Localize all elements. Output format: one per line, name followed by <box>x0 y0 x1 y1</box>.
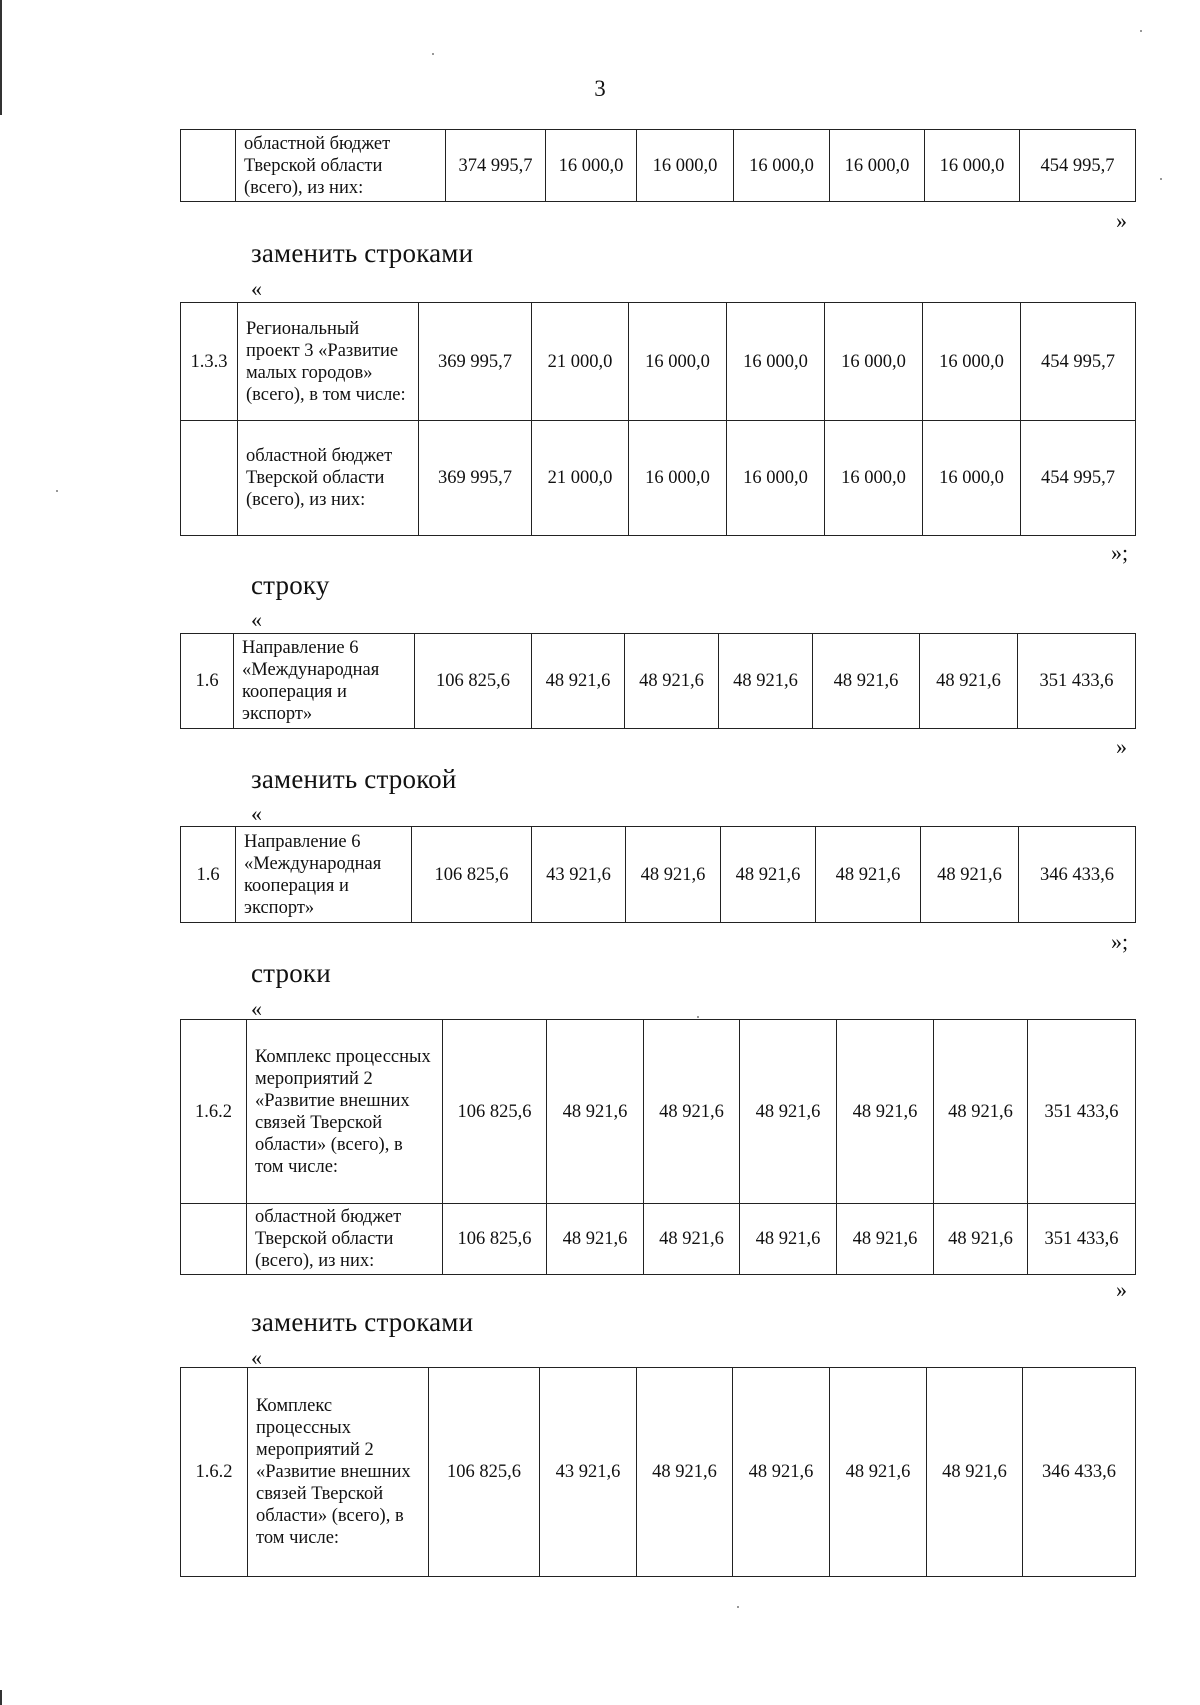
table-budget-old <box>180 129 1136 202</box>
value-cell: 48 921,6 <box>532 634 625 729</box>
value-cell: 106 825,6 <box>412 827 532 923</box>
table-direction-6-new <box>180 826 1136 923</box>
value-cell: 16 000,0 <box>923 303 1021 421</box>
table-row <box>181 1204 1136 1275</box>
row-code <box>181 130 236 202</box>
row-code: 1.6.2 <box>181 1020 247 1204</box>
instruction-phrase: строки <box>251 958 331 988</box>
row-name: Направление 6 «Международная кооперация и экспорт» <box>236 827 412 923</box>
value-cell: 48 921,6 <box>547 1204 644 1275</box>
row-code <box>181 421 238 536</box>
value-cell: 16 000,0 <box>546 130 637 202</box>
scan-speck <box>432 53 434 55</box>
value-cell: 16 000,0 <box>734 130 830 202</box>
value-cell: 48 921,6 <box>721 827 816 923</box>
value-cell: 43 921,6 <box>532 827 626 923</box>
value-cell: 48 921,6 <box>813 634 920 729</box>
table-row <box>181 130 1136 202</box>
value-cell: 48 921,6 <box>837 1020 934 1204</box>
row-name: Региональный проект 3 «Развитие малых городов» (всего), в том числе: <box>238 303 419 421</box>
row-code <box>181 1204 247 1275</box>
value-cell: 16 000,0 <box>629 421 727 536</box>
closing-quote: »; <box>1111 929 1129 954</box>
value-cell: 346 433,6 <box>1019 827 1136 923</box>
value-cell: 369 995,7 <box>419 303 532 421</box>
scan-edge-mark <box>0 1690 2 1705</box>
row-code: 1.6 <box>181 634 234 729</box>
value-cell: 351 433,6 <box>1028 1020 1136 1204</box>
value-cell: 48 921,6 <box>719 634 813 729</box>
scan-speck <box>1160 178 1162 180</box>
table-regional-project <box>180 302 1136 536</box>
row-name: областной бюджет Тверской области (всего), из них: <box>236 130 446 202</box>
table-row <box>181 1368 1136 1577</box>
opening-quote: « <box>251 276 262 301</box>
value-cell: 16 000,0 <box>825 421 923 536</box>
value-cell: 48 921,6 <box>934 1204 1028 1275</box>
table-direction-6-old <box>180 633 1136 729</box>
table-complex-2-old <box>180 1019 1136 1275</box>
opening-quote: « <box>251 607 262 632</box>
closing-quote: » <box>1116 208 1127 233</box>
value-cell: 454 995,7 <box>1020 130 1136 202</box>
value-cell: 16 000,0 <box>629 303 727 421</box>
row-name: Комплекс процессных мероприятий 2 «Развитие внешних связей Тверской области» (всего), в том числе: <box>247 1020 443 1204</box>
value-cell: 48 921,6 <box>644 1020 740 1204</box>
instruction-phrase: заменить строками <box>251 1307 474 1337</box>
opening-quote: « <box>251 801 262 826</box>
value-cell: 48 921,6 <box>547 1020 644 1204</box>
value-cell: 16 000,0 <box>830 130 925 202</box>
value-cell: 48 921,6 <box>625 634 719 729</box>
value-cell: 48 921,6 <box>816 827 921 923</box>
value-cell: 48 921,6 <box>740 1204 837 1275</box>
row-code: 1.3.3 <box>181 303 238 421</box>
value-cell: 43 921,6 <box>540 1368 637 1577</box>
value-cell: 454 995,7 <box>1021 303 1136 421</box>
closing-quote: » <box>1116 734 1127 759</box>
row-name: Комплекс процессных мероприятий 2 «Развитие внешних связей Тверской области» (всего), в том числе: <box>248 1368 429 1577</box>
value-cell: 106 825,6 <box>429 1368 540 1577</box>
value-cell: 48 921,6 <box>644 1204 740 1275</box>
value-cell: 48 921,6 <box>830 1368 927 1577</box>
closing-quote: »; <box>1111 540 1129 565</box>
value-cell: 16 000,0 <box>825 303 923 421</box>
value-cell: 48 921,6 <box>921 827 1019 923</box>
value-cell: 16 000,0 <box>925 130 1020 202</box>
table-row <box>181 421 1136 536</box>
instruction-phrase: строку <box>251 570 330 600</box>
value-cell: 346 433,6 <box>1023 1368 1136 1577</box>
value-cell: 16 000,0 <box>727 303 825 421</box>
closing-quote: » <box>1116 1277 1127 1302</box>
value-cell: 48 921,6 <box>637 1368 733 1577</box>
value-cell: 106 825,6 <box>443 1020 547 1204</box>
value-cell: 21 000,0 <box>532 303 629 421</box>
value-cell: 369 995,7 <box>419 421 532 536</box>
value-cell: 48 921,6 <box>740 1020 837 1204</box>
row-code: 1.6 <box>181 827 236 923</box>
table-row <box>181 303 1136 421</box>
opening-quote: « <box>251 996 262 1021</box>
value-cell: 351 433,6 <box>1018 634 1136 729</box>
value-cell: 106 825,6 <box>443 1204 547 1275</box>
value-cell: 48 921,6 <box>837 1204 934 1275</box>
value-cell: 48 921,6 <box>733 1368 830 1577</box>
table-row <box>181 827 1136 923</box>
table-row <box>181 1020 1136 1204</box>
scan-speck <box>1140 30 1142 32</box>
page-number: 3 <box>594 76 606 101</box>
table-complex-2-new <box>180 1367 1136 1577</box>
scan-speck <box>737 1606 739 1608</box>
value-cell: 16 000,0 <box>637 130 734 202</box>
value-cell: 48 921,6 <box>934 1020 1028 1204</box>
opening-quote: « <box>251 1345 262 1370</box>
row-name: областной бюджет Тверской области (всего), из них: <box>247 1204 443 1275</box>
value-cell: 48 921,6 <box>927 1368 1023 1577</box>
value-cell: 48 921,6 <box>920 634 1018 729</box>
value-cell: 351 433,6 <box>1028 1204 1136 1275</box>
scan-speck <box>56 490 58 492</box>
instruction-phrase: заменить строкой <box>251 764 457 794</box>
row-name: Направление 6 «Международная кооперация и экспорт» <box>234 634 415 729</box>
value-cell: 16 000,0 <box>923 421 1021 536</box>
value-cell: 21 000,0 <box>532 421 629 536</box>
value-cell: 106 825,6 <box>415 634 532 729</box>
value-cell: 374 995,7 <box>446 130 546 202</box>
table-row <box>181 634 1136 729</box>
value-cell: 16 000,0 <box>727 421 825 536</box>
row-name: областной бюджет Тверской области (всего), из них: <box>238 421 419 536</box>
instruction-phrase: заменить строками <box>251 238 474 268</box>
value-cell: 454 995,7 <box>1021 421 1136 536</box>
row-code: 1.6.2 <box>181 1368 248 1577</box>
value-cell: 48 921,6 <box>626 827 721 923</box>
scan-speck <box>697 1016 699 1018</box>
